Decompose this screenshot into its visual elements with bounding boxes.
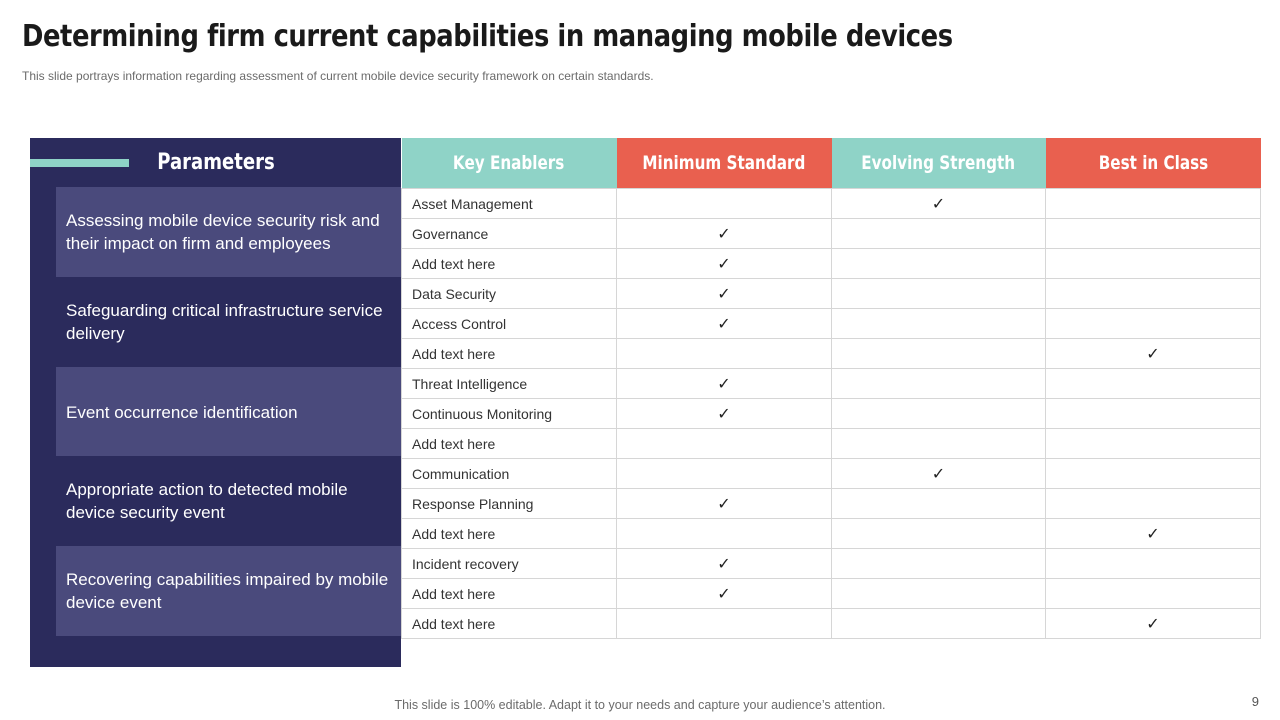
table-row xyxy=(402,189,1261,219)
parameter-item xyxy=(56,277,401,367)
check-mark-icon: ✓ xyxy=(832,189,1046,219)
column-header-key-enablers: Key Enablers xyxy=(402,138,617,189)
empty-cell xyxy=(1046,459,1261,489)
table-row xyxy=(402,519,1261,549)
empty-cell xyxy=(832,519,1046,549)
parameter-label: Assessing mobile device security risk and their impact on firm and employees xyxy=(66,211,380,253)
key-enabler-cell: Add text here xyxy=(402,339,617,369)
slide-title: Determining firm current capabilities in managing mobile devices xyxy=(22,19,953,54)
key-enabler-cell: Access Control xyxy=(402,309,617,339)
table-row xyxy=(402,429,1261,459)
table-row xyxy=(402,489,1261,519)
check-mark-icon: ✓ xyxy=(617,489,832,519)
check-mark-icon: ✓ xyxy=(1046,519,1261,549)
empty-cell xyxy=(1046,549,1261,579)
table-row xyxy=(402,399,1261,429)
empty-cell xyxy=(832,249,1046,279)
empty-cell xyxy=(1046,279,1261,309)
empty-cell xyxy=(617,429,832,459)
empty-cell xyxy=(832,399,1046,429)
empty-cell xyxy=(832,549,1046,579)
empty-cell xyxy=(832,609,1046,639)
check-mark-icon: ✓ xyxy=(832,459,1046,489)
empty-cell xyxy=(1046,249,1261,279)
key-enabler-cell: Add text here xyxy=(402,579,617,609)
check-mark-icon: ✓ xyxy=(1046,339,1261,369)
empty-cell xyxy=(1046,489,1261,519)
empty-cell xyxy=(1046,369,1261,399)
column-header-best-in-class: Best in Class xyxy=(1046,138,1261,189)
key-enabler-cell: Incident recovery xyxy=(402,549,617,579)
table-header-row xyxy=(402,138,1261,189)
capabilities-table xyxy=(401,138,1261,639)
empty-cell xyxy=(832,369,1046,399)
table-row xyxy=(402,309,1261,339)
key-enabler-cell: Add text here xyxy=(402,249,617,279)
key-enabler-cell: Add text here xyxy=(402,519,617,549)
empty-cell xyxy=(832,489,1046,519)
check-mark-icon: ✓ xyxy=(617,549,832,579)
empty-cell xyxy=(1046,579,1261,609)
parameter-item xyxy=(56,187,401,277)
empty-cell xyxy=(1046,429,1261,459)
check-mark-icon: ✓ xyxy=(617,219,832,249)
table-body xyxy=(402,189,1261,639)
key-enabler-cell: Add text here xyxy=(402,609,617,639)
page-number: 9 xyxy=(1251,694,1259,709)
key-enabler-cell: Data Security xyxy=(402,279,617,309)
key-enabler-cell: Add text here xyxy=(402,429,617,459)
empty-cell xyxy=(832,219,1046,249)
check-mark-icon: ✓ xyxy=(617,249,832,279)
table-row xyxy=(402,339,1261,369)
table-row xyxy=(402,219,1261,249)
key-enabler-cell: Threat Intelligence xyxy=(402,369,617,399)
parameter-label: Recovering capabilities impaired by mobile device event xyxy=(66,570,389,612)
empty-cell xyxy=(832,579,1046,609)
empty-cell xyxy=(617,339,832,369)
parameter-item xyxy=(56,546,401,636)
empty-cell xyxy=(617,189,832,219)
table-row xyxy=(402,279,1261,309)
slide-subtitle: This slide portrays information regarding assessment of current mobile device security framework on certain standards. xyxy=(22,69,654,83)
footer-note: This slide is 100% editable. Adapt it to your needs and capture your audience’s attention. xyxy=(394,698,886,712)
empty-cell xyxy=(617,459,832,489)
key-enabler-cell: Communication xyxy=(402,459,617,489)
key-enabler-cell: Response Planning xyxy=(402,489,617,519)
empty-cell xyxy=(832,279,1046,309)
parameters-header: Parameters xyxy=(157,150,275,175)
check-mark-icon: ✓ xyxy=(1046,609,1261,639)
key-enabler-cell: Continuous Monitoring xyxy=(402,399,617,429)
check-mark-icon: ✓ xyxy=(617,279,832,309)
empty-cell xyxy=(1046,309,1261,339)
column-header-minimum-standard: Minimum Standard xyxy=(617,138,832,189)
empty-cell xyxy=(1046,219,1261,249)
check-mark-icon: ✓ xyxy=(617,579,832,609)
empty-cell xyxy=(832,309,1046,339)
empty-cell xyxy=(617,609,832,639)
check-mark-icon: ✓ xyxy=(617,309,832,339)
check-mark-icon: ✓ xyxy=(617,369,832,399)
table-row xyxy=(402,579,1261,609)
key-enabler-cell: Governance xyxy=(402,219,617,249)
column-header-evolving-strength: Evolving Strength xyxy=(832,138,1046,189)
parameter-label: Safeguarding critical infrastructure service delivery xyxy=(66,301,383,343)
empty-cell xyxy=(1046,399,1261,429)
key-enabler-cell: Asset Management xyxy=(402,189,617,219)
table-row xyxy=(402,369,1261,399)
table-row xyxy=(402,549,1261,579)
parameter-label: Event occurrence identification xyxy=(66,402,298,422)
accent-line xyxy=(30,159,129,167)
empty-cell xyxy=(617,519,832,549)
table-row xyxy=(402,459,1261,489)
parameters-panel xyxy=(30,138,401,667)
parameter-item xyxy=(56,456,401,546)
empty-cell xyxy=(832,429,1046,459)
empty-cell xyxy=(832,339,1046,369)
parameter-item xyxy=(56,367,401,457)
table-row xyxy=(402,609,1261,639)
check-mark-icon: ✓ xyxy=(617,399,832,429)
parameter-label: Appropriate action to detected mobile device security event xyxy=(66,480,348,522)
empty-cell xyxy=(1046,189,1261,219)
table-row xyxy=(402,249,1261,279)
